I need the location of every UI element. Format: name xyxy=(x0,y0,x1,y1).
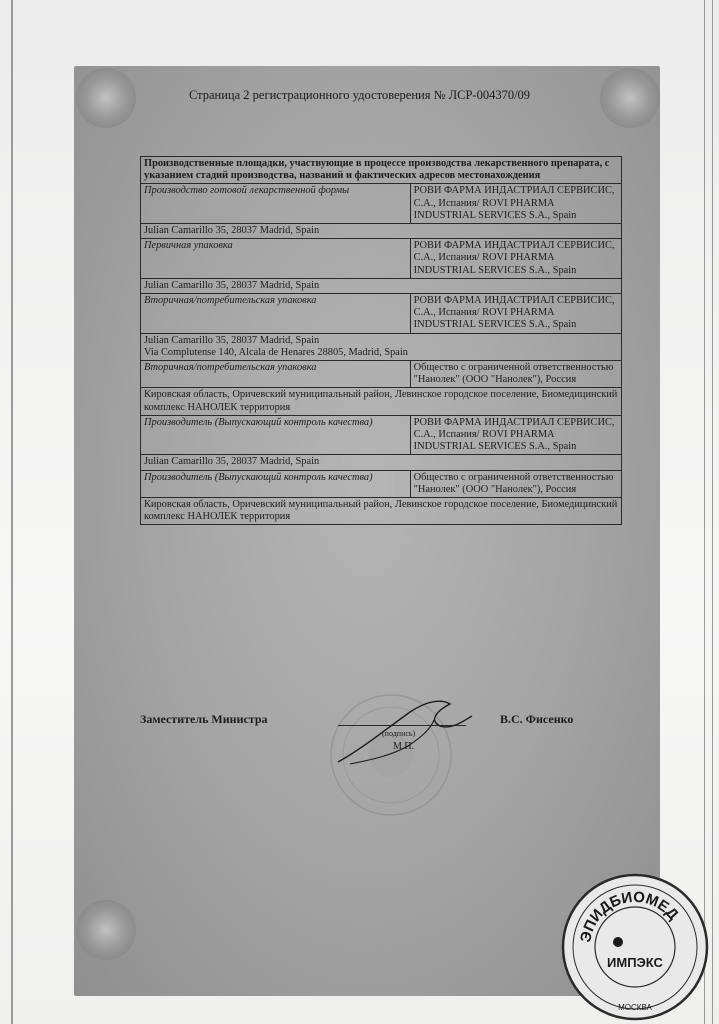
table-row xyxy=(141,224,622,239)
stage-cell: Производитель (Выпускающий контроль качества) xyxy=(141,470,411,497)
handwritten-signature-icon xyxy=(330,690,480,770)
corner-ornament-bottom-left xyxy=(76,900,136,960)
company-cell: РОВИ ФАРМА ИНДАСТРИАЛ СЕРВИСИС, С.А., Испания/ ROVI PHARMA INDUSTRIAL SERVICES S.A., Spain xyxy=(410,415,621,455)
stage-cell: Производитель (Выпускающий контроль качества) xyxy=(141,415,411,455)
company-cell: Общество с ограниченной ответственностью "Нанолек" (ООО "Нанолек"), Россия xyxy=(410,470,621,497)
svg-text:ИМПЭКС: ИМПЭКС xyxy=(607,955,663,970)
company-cell: РОВИ ФАРМА ИНДАСТРИАЛ СЕРВИСИС, С.А., Испания/ ROVI PHARMA INDUSTRIAL SERVICES S.A., Spain xyxy=(410,294,621,334)
address-cell: Кировская область, Оричевский муниципальный район, Левинское городское поселение, Биомедицинский комплекс НАНОЛЕК территория xyxy=(141,498,622,525)
company-cell: Общество с ограниченной ответственностью "Нанолек" (ООО "Нанолек"), Россия xyxy=(410,361,621,388)
table-row xyxy=(141,239,622,279)
signatory-position: Заместитель Министра xyxy=(140,712,268,726)
signatory-name: В.С. Фисенко xyxy=(500,712,574,726)
table-row xyxy=(141,470,622,497)
signature-caption: (подпись) xyxy=(382,729,416,738)
address-cell: Кировская область, Оричевский муниципальный район, Левинское городское поселение, Биомедицинский комплекс НАНОЛЕК территория xyxy=(141,388,622,415)
company-stamp-icon xyxy=(560,872,710,1022)
table-row xyxy=(141,278,622,293)
table-row xyxy=(141,388,622,415)
table-row xyxy=(141,294,622,334)
production-sites-table xyxy=(140,156,622,525)
svg-text:ЭПИДБИОМЕД: ЭПИДБИОМЕД xyxy=(577,888,682,944)
table-caption-row xyxy=(141,157,622,184)
table-row xyxy=(141,184,622,224)
table-row xyxy=(141,455,622,470)
scan-edge-left xyxy=(11,0,13,1024)
table-row xyxy=(141,333,622,360)
stage-cell: Производство готовой лекарственной формы xyxy=(141,184,411,224)
svg-text:МОСКВА: МОСКВА xyxy=(618,1003,652,1012)
seal-place-label: М.П. xyxy=(393,741,415,752)
table-row xyxy=(141,361,622,388)
scan-edge-right xyxy=(704,0,705,1024)
company-cell: РОВИ ФАРМА ИНДАСТРИАЛ СЕРВИСИС, С.А., Испания/ ROVI PHARMA INDUSTRIAL SERVICES S.A., Spain xyxy=(410,239,621,279)
stage-cell: Вторичная/потребительская упаковка xyxy=(141,294,411,334)
address-cell: Julian Camarillo 35, 28037 Madrid, Spain xyxy=(141,224,622,239)
address-cell: Julian Camarillo 35, 28037 Madrid, Spain xyxy=(141,455,622,470)
address-cell: Julian Camarillo 35, 28037 Madrid, Spain xyxy=(141,278,622,293)
table-row xyxy=(141,498,622,525)
page-header: Страница 2 регистрационного удостоверения № ЛСР-004370/09 xyxy=(188,88,531,102)
company-cell: РОВИ ФАРМА ИНДАСТРИАЛ СЕРВИСИС, С.А., Испания/ ROVI PHARMA INDUSTRIAL SERVICES S.A., Spain xyxy=(410,184,621,224)
table-caption: Производственные площадки, участвующие в процессе производства лекарственного препарата, с указанием стадий производства, названий и фактических адресов местонахождения xyxy=(141,157,622,184)
scan-edge-right-2 xyxy=(712,0,713,1024)
table-row xyxy=(141,415,622,455)
stage-cell: Первичная упаковка xyxy=(141,239,411,279)
stage-cell: Вторичная/потребительская упаковка xyxy=(141,361,411,388)
address-cell: Julian Camarillo 35, 28037 Madrid, Spain Via Complutense 140, Alcala de Henares 28805, Madrid, Spain xyxy=(141,333,622,360)
